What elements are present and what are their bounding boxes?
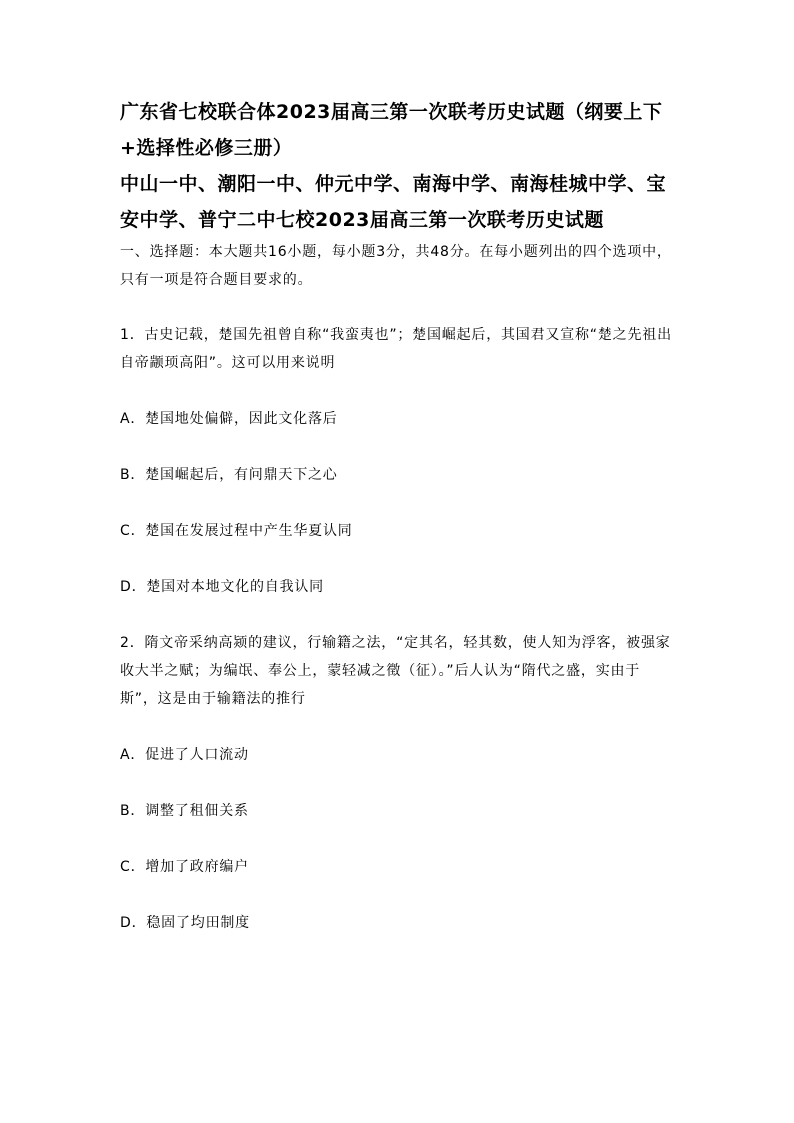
document-subtitle: 中山一中、潮阳一中、仲元中学、南海中学、南海桂城中学、宝安中学、普宁二中七校2023届高三第一次联考历史试题 [120,173,667,231]
question-stem: 1．古史记载，楚国先祖曾自称“我蛮夷也”；楚国崛起后，其国君又宣称“楚之先祖出自帝颛顼高阳”。这可以用来说明 [120,327,672,371]
question-option: A．楚国地处偏僻，因此文化落后 [120,411,338,427]
spacer [120,377,676,405]
question-1 [120,321,676,601]
spacer [120,294,676,321]
question-option: D．楚国对本地文化的自我认同 [120,579,324,595]
question-option: B．调整了租佃关系 [120,803,249,819]
question-option: B．楚国崛起后，有问鼎天下之心 [120,467,338,483]
question-option: A．促进了人口流动 [120,747,249,763]
question-option: D．稳固了均田制度 [120,915,250,931]
spacer [120,881,676,909]
question-2 [120,629,676,937]
spacer [120,545,676,573]
document-content [120,94,676,937]
spacer [120,601,676,629]
question-stem: 2．隋文帝采纳高颎的建议，行输籍之法，“定其名，轻其数，使人知为浮客，被强家收大半之赋；为编氓、奉公上，蒙轻减之徵（征）。”后人认为“隋代之盛，实由于斯”，这是由于输籍法的推行 [120,635,671,707]
question-option: C．楚国在发展过程中产生华夏认同 [120,523,353,539]
section-heading: 一、选择题：本大题共16小题，每小题3分，共48分。在每小题列出的四个选项中，只有一项是符合题目要求的。 [120,244,672,288]
spacer [120,489,676,517]
spacer [120,825,676,853]
spacer [120,769,676,797]
spacer [120,713,676,741]
document-title: 广东省七校联合体2023届高三第一次联考历史试题（纲要上下+选择性必修三册） [120,101,663,159]
question-option: C．增加了政府编户 [120,859,249,875]
spacer [120,433,676,461]
